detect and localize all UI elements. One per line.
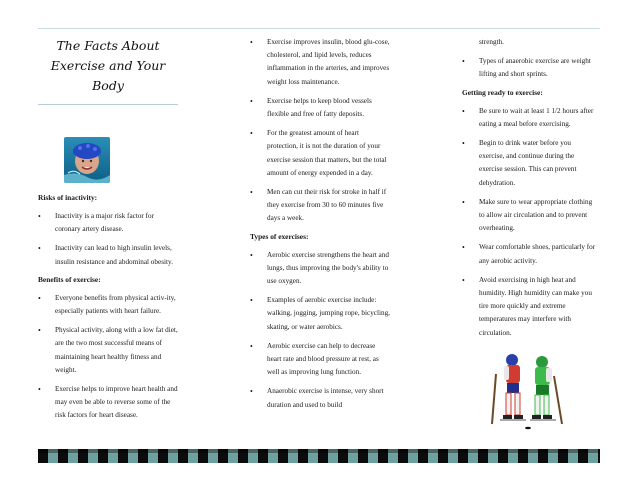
risks-heading: Risks of inactivity: bbox=[38, 193, 98, 202]
list-item: • Exercise helps to keep blood vessels flexible and free of fatty deposits. bbox=[250, 95, 390, 121]
list-item: • Begin to drink water before you exercise, and continue during the exercise session. This can prevent dehydration. bbox=[462, 137, 597, 190]
checkered-footer-bar bbox=[38, 449, 600, 463]
list-item: • Physical activity, along with a low fat diet, are the two most successful means of maintaining heart healthy fitness and weight. bbox=[38, 324, 178, 377]
benefits-section bbox=[38, 273, 178, 423]
list-item: • Examples of aerobic exercise include: walking, jogging, jumping rope, bicycling, skating, or water aerobics. bbox=[250, 294, 390, 334]
list-item: • Aerobic exercise can help to decrease heart rate and blood pressure at rest, as well as improving lung function. bbox=[250, 340, 390, 380]
column-middle bbox=[250, 36, 390, 412]
risks-list bbox=[38, 210, 178, 269]
continuation-text: strength. bbox=[479, 38, 504, 46]
list-item: • Aerobic exercise strengthens the heart and lungs, thus improving the body's ability to use oxygen. bbox=[250, 249, 390, 289]
types-section bbox=[250, 230, 390, 412]
swimmer-photo bbox=[64, 137, 110, 183]
ready-list bbox=[462, 105, 597, 340]
brochure-title bbox=[38, 36, 178, 96]
types-continued-list bbox=[462, 55, 597, 81]
list-item: • Types of anaerobic exercise are weight lifting and short sprints. bbox=[462, 55, 597, 81]
list-item: • Wear comfortable shoes, particularly for any aerobic activity. bbox=[462, 241, 597, 267]
title-line-1: The Facts About bbox=[56, 38, 160, 53]
column-right bbox=[462, 36, 597, 434]
hockey-players-clipart bbox=[488, 350, 568, 434]
risks-section bbox=[38, 191, 178, 269]
benefits-heading: Benefits of exercise: bbox=[38, 274, 101, 284]
hockey-image bbox=[488, 350, 568, 434]
title-line-2: Exercise and Your Body bbox=[50, 58, 166, 93]
list-item: • Make sure to wear appropriate clothing to allow air circulation and to prevent overheating. bbox=[462, 196, 597, 236]
benefits-list bbox=[38, 292, 178, 423]
list-item: • Anaerobic exercise is intense, very short duration and used to build bbox=[250, 385, 390, 411]
column-left bbox=[38, 34, 178, 423]
list-item: • Men can cut their risk for stroke in half if they exercise from 30 to 60 minutes five days a week. bbox=[250, 186, 390, 226]
benefits-continued-list bbox=[250, 36, 390, 226]
list-item: • For the greatest amount of heart protection, it is not the duration of your exercise session that matters, but the total amount of energy expended in a day. bbox=[250, 127, 390, 180]
ready-section bbox=[462, 86, 597, 340]
ready-heading: Getting ready to exercise: bbox=[462, 87, 543, 97]
title-divider bbox=[38, 104, 178, 105]
list-item: • Everyone benefits from physical activ-ity, especially patients with heart failure. bbox=[38, 292, 178, 318]
list-item: • Exercise helps to improve heart health and may even be able to reverse some of the risk factors for heart disease. bbox=[38, 383, 178, 423]
list-item: • Be sure to wait at least 1 1/2 hours after eating a meal before exercising. bbox=[462, 105, 597, 131]
top-divider bbox=[38, 28, 600, 29]
list-item: • Inactivity is a major risk factor for coronary artery disease. bbox=[38, 210, 178, 236]
types-heading: Types of exercises: bbox=[250, 231, 309, 241]
types-list bbox=[250, 249, 390, 412]
list-item: • Exercise improves insulin, blood glu-cose, cholesterol, and lipid levels, reduces inflammation in the arteries, and improves weight loss maintenance. bbox=[250, 36, 390, 89]
list-item: • Inactivity can lead to high insulin levels, insulin resistance and abdominal obesity. bbox=[38, 242, 178, 268]
swimmer-image bbox=[64, 137, 110, 183]
list-item: • Avoid exercising in high heat and humidity. High humidity can make you tire more quickly and extreme temperatures may interfere with circulation. bbox=[462, 274, 597, 340]
